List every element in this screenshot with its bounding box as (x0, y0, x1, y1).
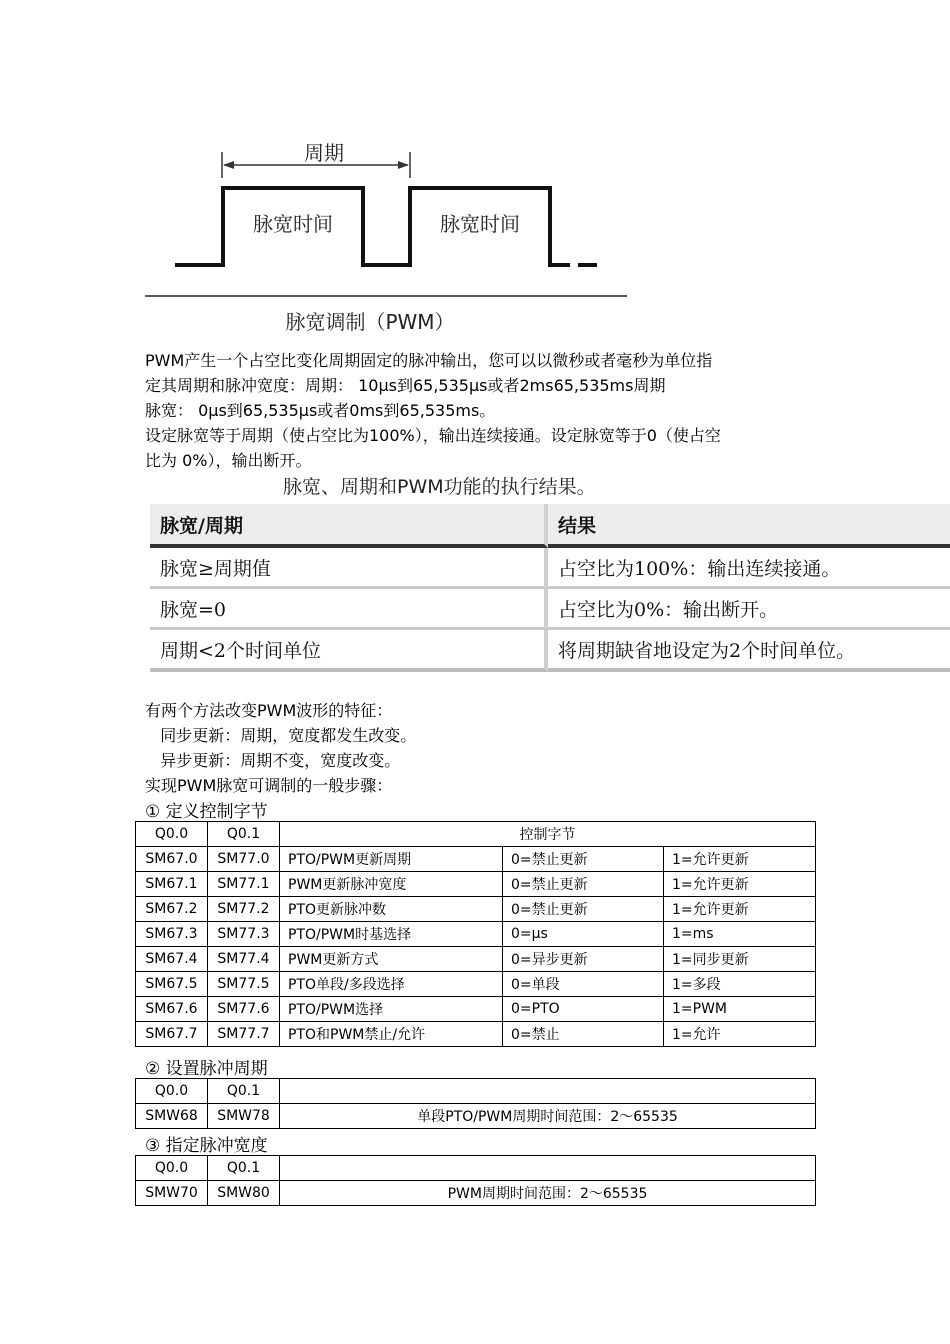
table-cell: SM67.0 (136, 847, 208, 872)
table-cell: SM77.3 (208, 922, 280, 947)
table-header-row (136, 1079, 816, 1104)
period-arrow-right (398, 161, 409, 169)
table-cell: 1=ms (664, 922, 816, 947)
control-byte-table (135, 821, 816, 1047)
table-cell: 占空比为0%：输出断开。 (548, 589, 950, 630)
pulse-label-2: 脉宽时间 (440, 212, 520, 236)
table-row (136, 847, 816, 872)
table-cell: Q0.1 (208, 1079, 280, 1104)
table-cell: PWM更新脉冲宽度 (280, 872, 503, 897)
pulse-period-table (135, 1078, 816, 1129)
table-row (150, 589, 950, 630)
table-cell: 0=禁止更新 (503, 897, 664, 922)
table-cell: 1=允许更新 (664, 847, 816, 872)
table-row (136, 897, 816, 922)
section3-title: ③ 指定脉冲宽度 (145, 1136, 268, 1156)
steps-line: 实现PWM脉宽可调制的一般步骤： (145, 776, 393, 795)
table-cell (280, 1079, 816, 1104)
table-cell: 1=同步更新 (664, 947, 816, 972)
intro-line: 比为 0%），输出断开。 (145, 451, 312, 470)
period-arrow-left (223, 161, 234, 169)
table-cell: SM77.5 (208, 972, 280, 997)
table-cell: SM67.1 (136, 872, 208, 897)
table-cell: 1=多段 (664, 972, 816, 997)
table-cell: PTO/PWM选择 (280, 997, 503, 1022)
table-row (150, 548, 950, 589)
table-cell: 脉宽≥周期值 (150, 548, 548, 589)
table-cell: 0=禁止更新 (503, 872, 664, 897)
table-cell: Q0.1 (208, 822, 280, 847)
steps-line: 同步更新：周期，宽度都发生改变。 (145, 726, 417, 745)
table-cell: 1=PWM (664, 997, 816, 1022)
intro-line: 设定脉宽等于周期（使占空比为100%），输出连续接通。设定脉宽等于0（使占空 (145, 426, 721, 445)
table-cell: SM77.2 (208, 897, 280, 922)
table-cell: SM77.6 (208, 997, 280, 1022)
table-row (136, 872, 816, 897)
table-cell: 0=μs (503, 922, 664, 947)
pulse-label-1: 脉宽时间 (253, 212, 333, 236)
update-methods-text (145, 698, 416, 798)
section1-title: ① 定义控制字节 (145, 802, 268, 822)
table-cell: PTO单段/多段选择 (280, 972, 503, 997)
table-cell: 控制字节 (280, 822, 816, 847)
intro-line: 脉宽： 0μs到65,535μs或者0ms到65,535ms。 (145, 401, 496, 420)
table-header-row (150, 504, 950, 548)
table-row (136, 1104, 816, 1129)
table-cell (280, 1156, 816, 1181)
pwm-waveform-diagram (140, 130, 640, 340)
table-cell: 脉宽=0 (150, 589, 548, 630)
table-cell: 单段PTO/PWM周期时间范围：2～65535 (280, 1104, 816, 1129)
table-cell: SM77.0 (208, 847, 280, 872)
table-cell: SM67.7 (136, 1022, 208, 1047)
header-cell: 结果 (548, 504, 950, 548)
header-cell: 脉宽/周期 (150, 504, 548, 548)
table-row (150, 630, 950, 672)
diagram-caption: 脉宽调制（PWM） (285, 310, 455, 334)
table-cell: PTO/PWM时基选择 (280, 922, 503, 947)
section2-title: ② 设置脉冲周期 (145, 1059, 268, 1079)
table-cell: SMW70 (136, 1181, 208, 1206)
table-cell: Q0.0 (136, 1156, 208, 1181)
steps-line: 有两个方法改变PWM波形的特征： (145, 701, 393, 720)
table-cell: SM67.3 (136, 922, 208, 947)
table-cell: Q0.0 (136, 1079, 208, 1104)
table-cell: 周期<2个时间单位 (150, 630, 548, 672)
table-cell: SMW78 (208, 1104, 280, 1129)
table-cell: SM67.6 (136, 997, 208, 1022)
table-row (136, 947, 816, 972)
table-cell: 0=异步更新 (503, 947, 664, 972)
table-row (136, 1181, 816, 1206)
table-cell: SM77.4 (208, 947, 280, 972)
table-row (136, 922, 816, 947)
table-cell: PTO更新脉冲数 (280, 897, 503, 922)
table-cell: SM77.7 (208, 1022, 280, 1047)
table-cell: 1=允许更新 (664, 872, 816, 897)
table-cell: 0=禁止更新 (503, 847, 664, 872)
table-row (136, 997, 816, 1022)
result-table-caption: 脉宽、周期和PWM功能的执行结果。 (283, 476, 596, 498)
intro-line: PWM产生一个占空比变化周期固定的脉冲输出，您可以以微秒或者毫秒为单位指 (145, 351, 713, 370)
table-cell: 0=PTO (503, 997, 664, 1022)
table-header-row (136, 822, 816, 847)
table-cell: PTO/PWM更新周期 (280, 847, 503, 872)
table-cell: SM77.1 (208, 872, 280, 897)
table-cell: PWM周期时间范围：2～65535 (280, 1181, 816, 1206)
table-cell: 1=允许更新 (664, 897, 816, 922)
table-cell: SM67.4 (136, 947, 208, 972)
intro-line: 定其周期和脉冲宽度：周期： 10μs到65,535μs或者2ms65,535ms周期 (145, 376, 666, 395)
table-cell: 将周期缺省地设定为2个时间单位。 (548, 630, 950, 672)
table-cell: Q0.0 (136, 822, 208, 847)
steps-line: 异步更新：周期不变，宽度改变。 (145, 751, 401, 770)
pwm-result-table (150, 504, 950, 672)
table-cell: Q0.1 (208, 1156, 280, 1181)
table-cell: 0=禁止 (503, 1022, 664, 1047)
table-cell: SM67.2 (136, 897, 208, 922)
table-row (136, 1022, 816, 1047)
table-cell: 1=允许 (664, 1022, 816, 1047)
intro-paragraph (145, 348, 825, 473)
table-cell: PWM更新方式 (280, 947, 503, 972)
table-cell: 占空比为100%：输出连续接通。 (548, 548, 950, 589)
table-row (136, 972, 816, 997)
pulse-width-table (135, 1155, 816, 1206)
table-cell: SMW68 (136, 1104, 208, 1129)
table-cell: SM67.5 (136, 972, 208, 997)
table-cell: SMW80 (208, 1181, 280, 1206)
table-cell: PTO和PWM禁止/允许 (280, 1022, 503, 1047)
table-header-row (136, 1156, 816, 1181)
period-label: 周期 (304, 141, 344, 165)
table-cell: 0=单段 (503, 972, 664, 997)
